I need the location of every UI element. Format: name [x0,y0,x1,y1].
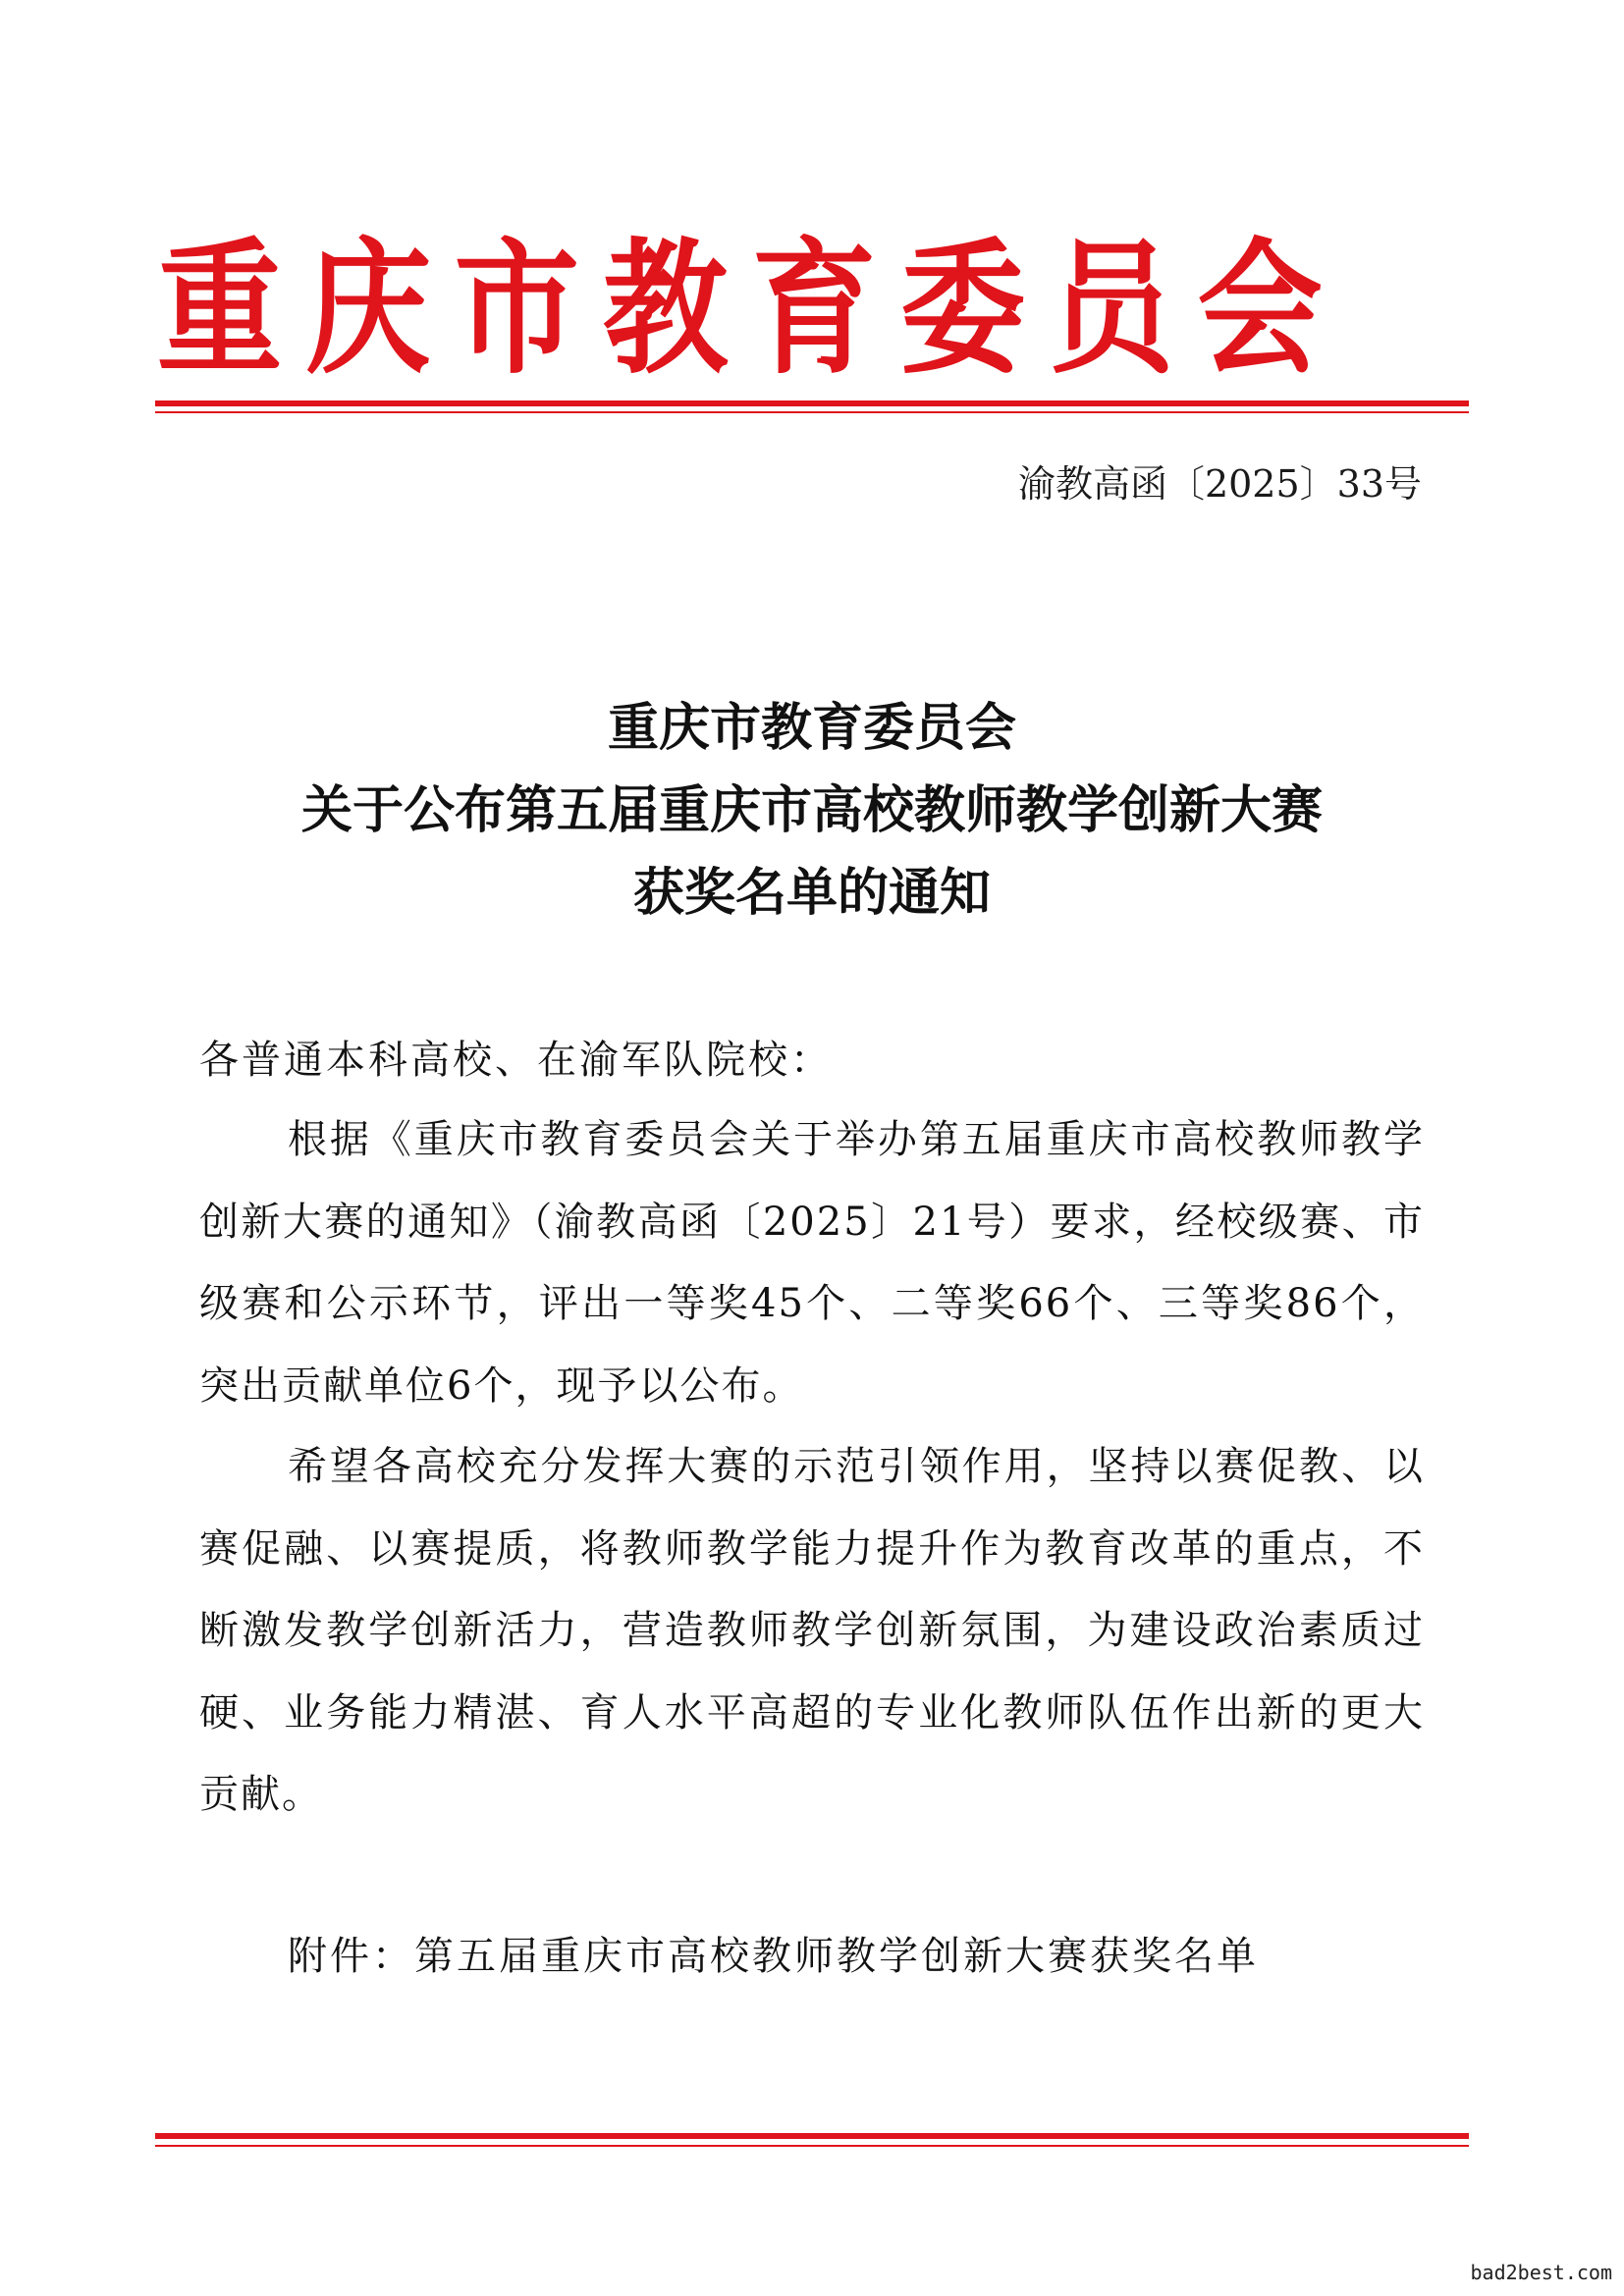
red-header-rule-thin [155,411,1469,413]
title-line-3: 获奖名单的通知 [632,863,991,923]
addressee: 各普通本科高校、在渝军队院校： [199,1038,833,1083]
red-footer-rule-thick [155,2133,1469,2139]
title-line-1: 重庆市教育委员会 [607,698,1016,758]
document-number: 渝教高函〔2025〕33号 [1017,462,1422,506]
red-header-rule-thick [155,400,1469,406]
document-title [157,687,1467,934]
title-line-2: 关于公布第五届重庆市高校教师教学创新大赛 [300,780,1323,840]
body-paragraph-2: 希望各高校充分发挥大赛的示范引领作用，坚持以赛促教、以赛促融、以赛提质，将教师教学能力提升作为教育改革的重点，不断激发教学创新活力，营造教师教学创新氛围，为建设政治素质过硬、业务能力精湛、育人水平高超的专业化教师队伍作出新的更大贡献。 [199,1444,1425,1817]
issuer-masthead: 重庆市教育委员会 [157,225,1346,394]
attachment-line: 附件：第五届重庆市高校教师教学创新大赛获奖名单 [288,1934,1259,1979]
site-watermark: bad2best.com [1470,2261,1612,2284]
red-footer-rule-thin [155,2145,1469,2147]
body-paragraph-1: 根据《重庆市教育委员会关于举办第五届重庆市高校教师教学创新大赛的通知》（渝教高函〔2025〕21号）要求，经校级赛、市级赛和公示环节，评出一等奖45个、二等奖66个、三等奖86个，突出贡献单位6个，现予以公布。 [199,1117,1425,1409]
